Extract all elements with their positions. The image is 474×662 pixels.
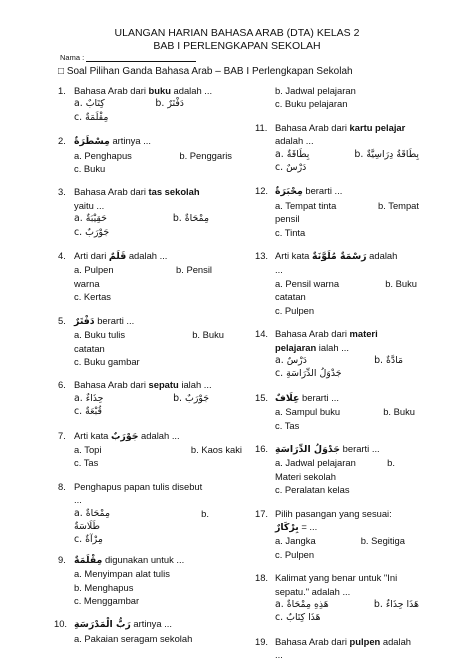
option-b[interactable]: b. Buku xyxy=(383,406,415,418)
question-17: 17. Pilih pasangan yang sesuai: بِرْكَارٌ = ... a. Jangka b. Segitiga c. Pulpen xyxy=(259,507,419,562)
question-text: Bahasa Arab dari kartu pelajar xyxy=(275,121,406,133)
option-a[interactable]: a. Pakaian seragam sekolah xyxy=(74,632,193,644)
option-a[interactable]: a. Menyimpan alat tulis xyxy=(74,568,170,580)
question-number: 11. xyxy=(255,121,268,133)
option-c[interactable]: c. Peralatan kelas xyxy=(275,484,350,496)
option-a[interactable]: a. Topi xyxy=(74,443,102,455)
question-number: 9. xyxy=(58,553,66,565)
question-text: Kalimat yang benar untuk "Ini xyxy=(275,572,398,584)
question-text: مِقْلَمَةٌ digunakan untuk ... xyxy=(74,553,185,566)
option-a[interactable]: a. Pulpen xyxy=(74,264,114,276)
option-c[interactable]: c. جَوْرَبٌ xyxy=(74,226,110,238)
question-8: 8. Penghapus papan tulis disebut ... a. مِمْحَاةٌ b. طَلَاسَةٌ c. مِرْآةٌ xyxy=(58,480,258,547)
option-a[interactable]: a. هَذِهِ مِمْحَاةٌ xyxy=(275,599,329,610)
option-a[interactable]: a. كِتَابٌ xyxy=(74,98,105,110)
question-1 xyxy=(58,84,258,124)
question-number: 2. xyxy=(58,135,66,147)
question-number: 19. xyxy=(255,635,269,647)
question-13: 13. Arti kata رَسْمَةٌ مُلَوَّنَةٌ adalah ... a. Pensil warna b. Buku catatan c. Pulpen xyxy=(255,250,417,316)
question-10 xyxy=(54,617,258,645)
option-c[interactable]: c. Tas xyxy=(275,419,300,431)
question-number: 17. xyxy=(255,507,269,519)
option-a[interactable]: a. بِطَاقَةٌ xyxy=(275,148,310,160)
question-11: 11. Bahasa Arab dari kartu pelajar adalah ... a. بِطَاقَةٌ b. بِطَاقَةُ دِرَاسِيَّةٌ c. دَرْسٌ xyxy=(255,121,419,174)
question-number: 15. xyxy=(255,391,269,403)
question-number: 6. xyxy=(58,379,66,391)
option-a[interactable]: a. مِمْحَاةٌ xyxy=(74,507,110,519)
question-text: Arti kata جَوْرَبٌ adalah ... xyxy=(74,429,180,442)
question-14: 14. Bahasa Arab dari materi pelajaran ialah ... a. دَرْسٌ b. مَادَّةٌ c. جَدْوَلُ الدِّرَاسَةِ xyxy=(259,327,419,381)
question-6 xyxy=(58,378,258,418)
option-b[interactable]: b. Kaos kaki xyxy=(190,443,242,455)
option-c[interactable]: c. دَرْسٌ xyxy=(275,162,307,174)
option-b[interactable]: b. Menghapus xyxy=(74,581,134,593)
option-c[interactable]: c. Tas xyxy=(74,457,99,469)
question-number: 10. xyxy=(54,618,68,630)
question-12: 12. مِحْبَرَةٌ berarti ... a. Tempat tinta b. Tempat pensil c. Tinta xyxy=(255,185,419,238)
option-b[interactable]: b. Penggaris xyxy=(179,149,232,161)
page-title: ULANGAN HARIAN BAHASA ARAB (DTA) KELAS 2 xyxy=(114,27,360,39)
question-text: مِحْبَرَةٌ berarti ... xyxy=(275,185,343,198)
question-text: Bahasa Arab dari tas sekolah xyxy=(74,186,200,198)
option-b[interactable]: b. مَادَّةٌ xyxy=(374,354,403,366)
option-c[interactable]: c. مِرْآةٌ xyxy=(74,534,103,546)
question-2 xyxy=(58,134,258,175)
option-a[interactable]: a. Buku tulis xyxy=(74,329,126,341)
option-c[interactable]: c. Buku xyxy=(74,163,106,175)
question-text: عِلَافٌ berarti ... xyxy=(275,391,340,404)
question-9 xyxy=(58,553,258,608)
question-text: مِسْطَرَةٌ artinya ... xyxy=(74,135,152,148)
option-c[interactable]: c. Buku gambar xyxy=(74,355,140,367)
question-18: 18. Kalimat yang benar untuk "Ini sepatu." adalah ... a. هَذِهِ مِمْحَاةٌ b. هَذَا حِذَاءٌ c. هَذَا كِتَابٌ xyxy=(255,572,419,624)
option-c[interactable]: c. قُبْعَةٌ xyxy=(74,406,102,418)
question-number: 8. xyxy=(58,480,66,492)
question-number: 3. xyxy=(58,186,66,198)
option-b[interactable]: b. دَفْتَرٌ xyxy=(155,98,184,110)
option-a[interactable]: a. Sampul buku xyxy=(275,406,341,418)
option-c[interactable]: c. Pulpen xyxy=(275,548,315,560)
option-b[interactable]: b. Pensil xyxy=(176,264,212,276)
question-4: 4. Arti dari قَلَمٌ adalah ... a. Pulpen b. Pensil warna c. Kertas xyxy=(58,249,258,304)
question-3: 3. Bahasa Arab dari tas sekolah yaitu ... a. حَقِيْبَةٌ b. مِمْحَاةٌ c. جَوْرَبٌ xyxy=(58,185,258,239)
option-b[interactable]: b. بِطَاقَةُ دِرَاسِيَّةٌ xyxy=(354,148,419,160)
question-text: Pilih pasangan yang sesuai: xyxy=(275,507,392,519)
name-label: Nama : xyxy=(60,53,85,62)
option-a[interactable]: a. حِذَاءٌ xyxy=(74,392,104,404)
option-b[interactable]: b. xyxy=(387,457,395,469)
question-text: Bahasa Arab dari buku adalah ... xyxy=(74,85,213,96)
question-7 xyxy=(58,429,258,470)
option-b[interactable]: b. Tempat xyxy=(378,199,419,211)
right-column xyxy=(255,84,419,662)
question-number: 13. xyxy=(255,250,269,262)
question-number: 1. xyxy=(58,85,66,96)
question-text: Arti dari قَلَمٌ adalah ... xyxy=(74,250,168,263)
question-number: 5. xyxy=(58,314,66,326)
option-c[interactable]: c. هَذَا كِتَابٌ xyxy=(275,612,321,624)
question-text: Bahasa Arab dari sepatu ialah ... xyxy=(74,379,212,391)
question-text: Bahasa Arab dari materi xyxy=(275,328,378,340)
page-subtitle: BAB I PERLENGKAPAN SEKOLAH xyxy=(153,40,321,52)
option-b[interactable]: b. xyxy=(201,507,209,519)
option-c[interactable]: c. جَدْوَلُ الدِّرَاسَةِ xyxy=(275,368,342,380)
question-text: Bahasa Arab dari pulpen adalah xyxy=(275,635,412,647)
question-number: 12. xyxy=(255,185,269,197)
option-c[interactable]: c. Pulpen xyxy=(275,304,315,316)
option-c[interactable]: c. Kertas xyxy=(74,291,111,303)
left-column xyxy=(54,84,258,645)
question-number: 7. xyxy=(58,429,66,441)
question-number: 18. xyxy=(255,572,269,584)
option-a[interactable]: a. Pensil warna xyxy=(275,277,340,289)
option-a[interactable]: a. Penghapus xyxy=(74,149,132,161)
option-a[interactable]: a. Jangka xyxy=(275,535,316,547)
option-b[interactable]: b. Segitiga xyxy=(360,535,405,547)
option-a[interactable]: a. حَقِيْبَةٌ xyxy=(74,213,107,225)
option-b[interactable]: b. جَوْرَبٌ xyxy=(173,392,209,404)
question-15 xyxy=(255,391,419,432)
question-10-continued xyxy=(259,84,419,111)
option-c[interactable]: c. Menggambar xyxy=(74,595,140,606)
question-text: جَدْوَلُ الدِّرَاسَةِ berarti ... xyxy=(275,442,380,455)
name-blank-line[interactable] xyxy=(86,53,196,62)
question-text: Penghapus papan tulis disebut xyxy=(74,480,203,492)
question-number: 4. xyxy=(58,250,66,262)
question-number: 14. xyxy=(255,328,269,340)
option-a[interactable]: a. Jadwal pelajaran xyxy=(275,457,356,469)
question-text: دَفْتَرٌ berarti ... xyxy=(74,314,135,327)
question-19: 19. Bahasa Arab dari pulpen adalah ... xyxy=(259,635,419,662)
option-c[interactable]: c. Tinta xyxy=(275,226,306,238)
section-heading: □ Soal Pilihan Ganda Bahasa Arab – BAB I Perlengkapan Sekolah xyxy=(58,66,353,77)
option-b[interactable]: b. هَذَا حِذَاءٌ xyxy=(373,599,419,610)
question-16: 16. جَدْوَلُ الدِّرَاسَةِ berarti ... a. Jadwal pelajaran b. Materi sekolah c. Peralatan kelas xyxy=(259,442,419,497)
option-b[interactable]: b. مِمْحَاةٌ xyxy=(172,213,209,225)
question-5: 5. دَفْتَرٌ berarti ... a. Buku tulis b. Buku catatan c. Buku gambar xyxy=(58,314,258,369)
option-b[interactable]: b. Jadwal pelajaran xyxy=(275,85,356,96)
question-text: رَبُّ الْمَدْرَسَةِ artinya ... xyxy=(74,618,172,631)
option-a[interactable]: a. دَرْسٌ xyxy=(275,354,307,366)
option-b[interactable]: b. Buku xyxy=(192,329,224,341)
question-text: Arti kata رَسْمَةٌ مُلَوَّنَةٌ adalah xyxy=(275,250,398,263)
option-a[interactable]: a. Tempat tinta xyxy=(275,199,337,211)
question-number: 16. xyxy=(255,442,269,454)
option-c[interactable]: c. مِقْلَمَةٌ xyxy=(74,111,109,123)
option-c[interactable]: c. Buku pelajaran xyxy=(275,98,348,110)
name-field[interactable] xyxy=(60,53,196,62)
option-b[interactable]: b. Buku xyxy=(385,277,417,289)
